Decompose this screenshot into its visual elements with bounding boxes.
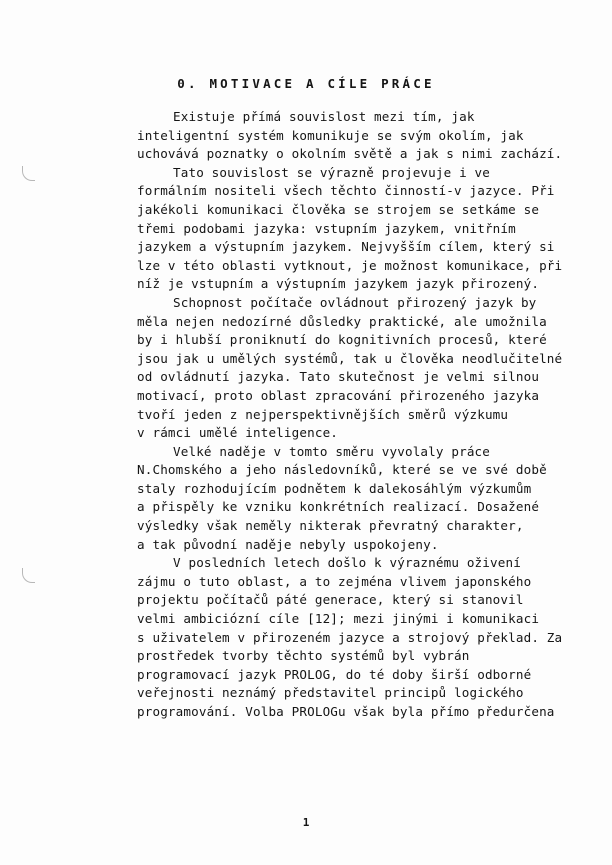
text-line: programovací jazyk PROLOG, do té doby širší odborné (137, 666, 532, 682)
text-line: prostředek tvorby těchto systémů byl vybrán (137, 648, 470, 664)
text-line: jakékoli komunikaci člověka se strojem se setkáme se (137, 201, 540, 217)
paragraph-1 (137, 108, 577, 164)
text-line: velmi ambiciózní cíle [12]; mezi jinými i komunikaci (137, 611, 540, 627)
scan-margin-mark (22, 568, 35, 583)
paragraph-4 (137, 443, 577, 555)
text-line: v rámci umělé inteligence. (137, 425, 339, 441)
text-line: a tak původní naděje nebyly uspokojeny. (137, 536, 439, 552)
page-number: 1 (302, 816, 310, 829)
text-line: projektu počítačů páté generace, který si stanovil (137, 592, 524, 608)
text-line: inteligentní systém komunikuje se svým okolím, jak (137, 127, 524, 143)
text-line: Velké naděje v tomto směru vyvolaly práce (173, 443, 491, 459)
text-line: N.Chomského a jeho následovníků, které se ve své době (137, 462, 547, 478)
text-line: od ovládnutí jazyka. Tato skutečnost je velmi silnou (137, 369, 540, 385)
text-line: motivací, proto oblast zpracování přirozeného jazyka (137, 387, 540, 403)
paragraph-2 (137, 164, 577, 294)
text-line: uchovává poznatky o okolním světě a jak s nimi zachází. (137, 146, 563, 162)
text-line: V posledních letech došlo k výraznému oživení (173, 555, 521, 571)
paragraph-3 (137, 294, 577, 443)
text-line: Existuje přímá souvislost mezi tím, jak (173, 109, 475, 124)
scan-margin-mark (22, 166, 35, 181)
text-line: Tato souvislost se výrazně projevuje i ve (173, 164, 491, 180)
text-line: staly rozhodujícím podnětem k dalekosáhlým výzkumům (137, 480, 532, 496)
text-line: by i hlubší proniknutí do kognitivních procesů, které (137, 332, 547, 348)
paragraph-5 (137, 554, 577, 721)
page-title: 0. MOTIVACE A CÍLE PRÁCE (177, 76, 435, 91)
text-line: a přispěly ke vzniku konkrétních realizací. Dosažené (137, 499, 540, 515)
text-line: s uživatelem v přirozeném jazyce a strojový překlad. Za (137, 629, 563, 645)
text-line: výsledky však neměly nikterak převratný charakter, (137, 518, 524, 534)
text-line: programování. Volba PROLOGu však byla přímo předurčena (137, 704, 555, 719)
text-line: tvoří jeden z nejperspektivnějších směrů výzkumu (137, 406, 509, 422)
text-line: formálním nositeli všech těchto činností-v jazyce. Při (137, 183, 555, 199)
text-line: lze v této oblasti vytknout, je možnost komunikace, při (137, 257, 563, 273)
text-line: třemi podobami jazyka: vstupním jazykem, vnitřním (137, 220, 516, 236)
text-line: níž je vstupním a výstupním jazykem jazyk přirozený. (137, 276, 540, 292)
text-line: zájmu o tuto oblast, a to zejména vlivem japonského (137, 573, 532, 589)
text-line: Schopnost počítače ovládnout přirozený jazyk by (173, 294, 537, 310)
text-line: jsou jak u umělých systémů, tak u člověka neodlučitelné (137, 350, 563, 366)
body-text (137, 108, 577, 722)
text-line: veřejnosti neznámý představitel principů logického (137, 685, 524, 701)
text-line: měla nejen nedozírné důsledky praktické, ale umožnila (137, 313, 547, 329)
text-line: jazykem a výstupním jazykem. Nejvyšším cílem, který si (137, 239, 555, 255)
